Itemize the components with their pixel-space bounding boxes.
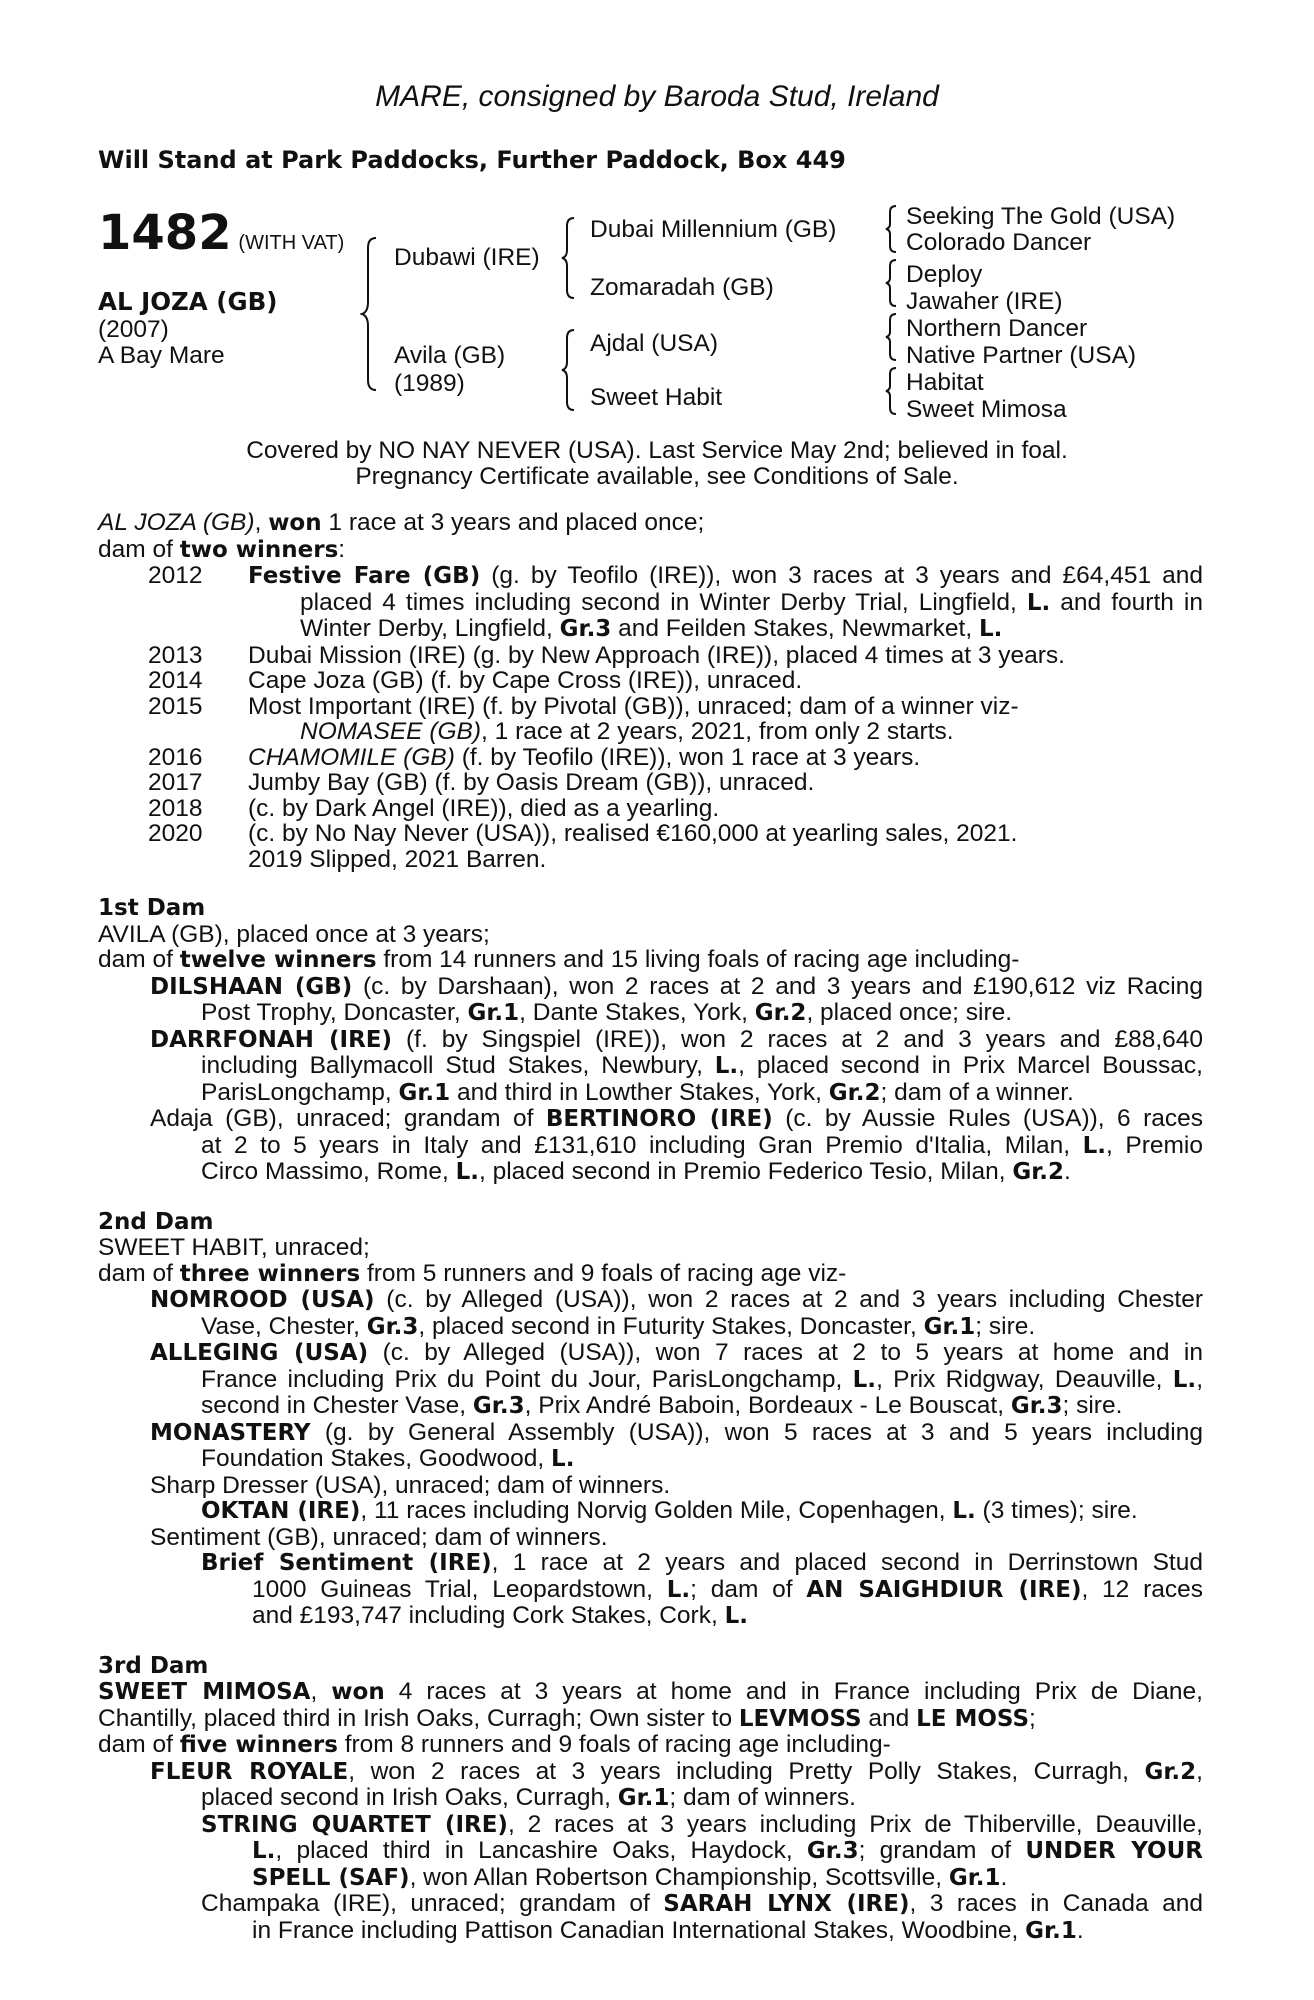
- first-dam-summary: dam of twelve winners from 14 runners and 15 living foals of racing age including-: [98, 946, 1020, 973]
- third-dam-line-2: Chantilly, placed third in Irish Oaks, Curragh; Own sister to LEVMOSS and LE MOSS;: [98, 1704, 1036, 1732]
- first-dam-heading: 1st Dam: [98, 895, 206, 921]
- covered-note: [0, 438, 1314, 490]
- lot-number-block: [98, 205, 345, 261]
- pedigree-brace-ss: [884, 204, 900, 254]
- produce-intro: AL JOZA (GB), won 1 race at 3 years and placed once;: [98, 509, 705, 536]
- third-dam-grandprogeny-string-quartet: STRING QUARTET (IRE), 2 races at 3 years including Prix de Thiberville, Deauville, L., placed third in Lancashire Oaks, Haydock, Gr.3; grandam of UNDER YOUR SPELL (SAF), won Allan Robertson Championship, Scottsville, Gr.1.: [201, 1810, 1203, 1891]
- covered-line: Covered by NO NAY NEVER (USA). Last Service May 2nd; believed in foal.: [246, 437, 1068, 464]
- first-dam-progeny-darrfonah: DARRFONAH (IRE) (f. by Singspiel (IRE)), won 2 races at 2 and 3 years and £88,640 including Ballymacoll Stud Stakes, Newbury, L., placed second in Prix Marcel Boussac, ParisLongchamp, Gr.1 and third in Lowther Stakes, York, Gr.2; dam of a winner.: [150, 1025, 1204, 1106]
- lot-number: 1482: [98, 205, 232, 261]
- pedigree-brace-sire: [560, 216, 578, 300]
- pedigree-sire: Dubawi (IRE): [394, 244, 540, 271]
- pedigree-sds: Deploy: [906, 261, 983, 288]
- third-dam-progeny-fleur-royale: FLEUR ROYALE, won 2 races at 3 years including Pretty Polly Stakes, Curragh, Gr.2, placed second in Irish Oaks, Curragh, Gr.1; dam of winners.: [150, 1757, 1203, 1811]
- vat-note: (WITH VAT): [238, 232, 345, 254]
- second-dam-grandprogeny-oktan: OKTAN (IRE), 11 races including Norvig Golden Mile, Copenhagen, L. (3 times); sire.: [201, 1497, 1138, 1524]
- pedigree-dam: Avila (GB): [394, 342, 506, 369]
- horse-name: AL JOZA (GB): [98, 287, 278, 316]
- pedigree-dam-year: (1989): [394, 370, 465, 397]
- produce-dam-of: dam of two winners:: [98, 535, 346, 563]
- third-dam-line: SWEET MIMOSA, won 4 races at 3 years at home and in France including Prix de Diane,: [98, 1678, 1203, 1705]
- foal-2013: 2013 Dubai Mission (IRE) (g. by New Approach (IRE)), placed 4 times at 3 years.: [148, 641, 1065, 669]
- horse-year: (2007): [98, 316, 169, 343]
- pedigree-brace-sd: [884, 258, 900, 308]
- catalogue-body: [98, 510, 1203, 1944]
- stand-location: Will Stand at Park Paddocks, Further Paddock, Box 449: [98, 146, 846, 174]
- pregnancy-line: Pregnancy Certificate available, see Conditions of Sale.: [355, 463, 959, 490]
- pedigree-sire-dam: Zomaradah (GB): [590, 274, 774, 301]
- pedigree-dsd: Native Partner (USA): [906, 342, 1137, 369]
- pedigree-ddd: Sweet Mimosa: [906, 396, 1067, 423]
- second-dam-progeny-nomrood: NOMROOD (USA) (c. by Alleged (USA)), won 2 races at 2 and 3 years including Chester Vase, Chester, Gr.3, placed second in Futurity Stakes, Doncaster, Gr.1; sire.: [150, 1286, 1204, 1340]
- foal-2016: 2016 CHAMOMILE (GB) (f. by Teofilo (IRE)), won 1 race at 3 years.: [148, 743, 921, 771]
- pedigree-sire-sire: Dubai Millennium (GB): [590, 216, 837, 243]
- pedigree-dds: Habitat: [906, 369, 984, 396]
- pedigree-dam-sire: Ajdal (USA): [590, 330, 718, 357]
- pedigree-brace-ds: [884, 312, 900, 362]
- second-dam-heading: 2nd Dam: [98, 1208, 214, 1235]
- foal-2017: 2017 Jumby Bay (GB) (f. by Oasis Dream (GB)), unraced.: [148, 769, 815, 796]
- third-dam-summary: dam of five winners from 8 runners and 9 foals of racing age including-: [98, 1731, 891, 1758]
- horse-description: A Bay Mare: [98, 342, 225, 369]
- first-dam-progeny-adaja: Adaja (GB), unraced; grandam of BERTINORO (IRE) (c. by Aussie Rules (USA)), 6 races at 2 to 5 years in Italy and £131,610 including Gran Premio d'Italia, Milan, L., Premio Circo Massimo, Rome, L., placed second in Premio Federico Tesio, Milan, Gr.2.: [150, 1105, 1203, 1185]
- pedigree-dss: Northern Dancer: [906, 315, 1088, 342]
- consignment-title: MARE, consigned by Baroda Stud, Ireland: [375, 80, 939, 113]
- pedigree-dam-dam: Sweet Habit: [590, 384, 723, 411]
- foal-2018: 2018 (c. by Dark Angel (IRE)), died as a yearling.: [148, 794, 720, 822]
- foal-2014: 2014 Cape Joza (GB) (f. by Cape Cross (IRE)), unraced.: [148, 667, 803, 694]
- pedigree-brace-dam: [560, 328, 578, 412]
- foal-2012: 2012 Festive Fare (GB) (g. by Teofilo (IRE)), won 3 races at 3 years and £64,451 and placed 4 times including second in Winter Derby Trial, Lingfield, L. and fourth in Winter Derby, Lingfield, Gr.3 and Feilden Stakes, Newmarket, L.: [148, 562, 1204, 642]
- third-dam-grandprogeny-champaka: Champaka (IRE), unraced; grandam of SARAH LYNX (IRE), 3 races in Canada and in France including Pattison Canadian International Stakes, Woodbine, Gr.1.: [201, 1890, 1203, 1944]
- foal-2020: 2020 (c. by No Nay Never (USA)), realised €160,000 at yearling sales, 2021. 2019 Slipped, 2021 Barren.: [148, 820, 1018, 873]
- second-dam-grandprogeny-brief-sentiment: Brief Sentiment (IRE), 1 race at 2 years and placed second in Derrinstown Stud 1000 Guineas Trial, Leopardstown, L.; dam of AN SAIGHDIUR (IRE), 12 races and £193,747 including Cork Stakes, Cork, L.: [201, 1549, 1203, 1629]
- pedigree-brace-main: [360, 236, 380, 392]
- third-dam-heading: 3rd Dam: [98, 1652, 209, 1679]
- second-dam-progeny-sharp-dresser: Sharp Dresser (USA), unraced; dam of winners.: [150, 1471, 671, 1499]
- second-dam-progeny-alleging: ALLEGING (USA) (c. by Alleged (USA)), won 7 races at 2 to 5 years at home and in France including Prix du Point du Jour, ParisLongchamp, L., Prix Ridgway, Deauville, L., second in Chester Vase, Gr.3, Prix André Baboin, Bordeaux - Le Bouscat, Gr.3; sire.: [150, 1339, 1203, 1419]
- pedigree-ssd: Colorado Dancer: [906, 229, 1092, 256]
- second-dam-line: SWEET HABIT, unraced;: [98, 1234, 370, 1261]
- second-dam-summary: dam of three winners from 5 runners and 9 foals of racing age viz-: [98, 1259, 847, 1287]
- first-dam-progeny-dilshaan: DILSHAAN (GB) (c. by Darshaan), won 2 races at 2 and 3 years and £190,612 viz Racing Post Trophy, Doncaster, Gr.1, Dante Stakes, York, Gr.2, placed once; sire.: [150, 972, 1203, 1026]
- pedigree-sss: Seeking The Gold (USA): [906, 203, 1176, 230]
- pedigree-sdd: Jawaher (IRE): [906, 288, 1063, 315]
- second-dam-progeny-sentiment: Sentiment (GB), unraced; dam of winners.: [150, 1523, 608, 1551]
- pedigree-brace-dd: [884, 366, 900, 416]
- first-dam-line: AVILA (GB), placed once at 3 years;: [98, 920, 490, 948]
- second-dam-progeny-monastery: MONASTERY (g. by General Assembly (USA)), won 5 races at 3 and 5 years including Foundation Stakes, Goodwood, L.: [150, 1418, 1203, 1472]
- foal-2015: 2015 Most Important (IRE) (f. by Pivotal (GB)), unraced; dam of a winner viz- NOMASEE (GB), 1 race at 2 years, 2021, from only 2 starts.: [148, 692, 1019, 745]
